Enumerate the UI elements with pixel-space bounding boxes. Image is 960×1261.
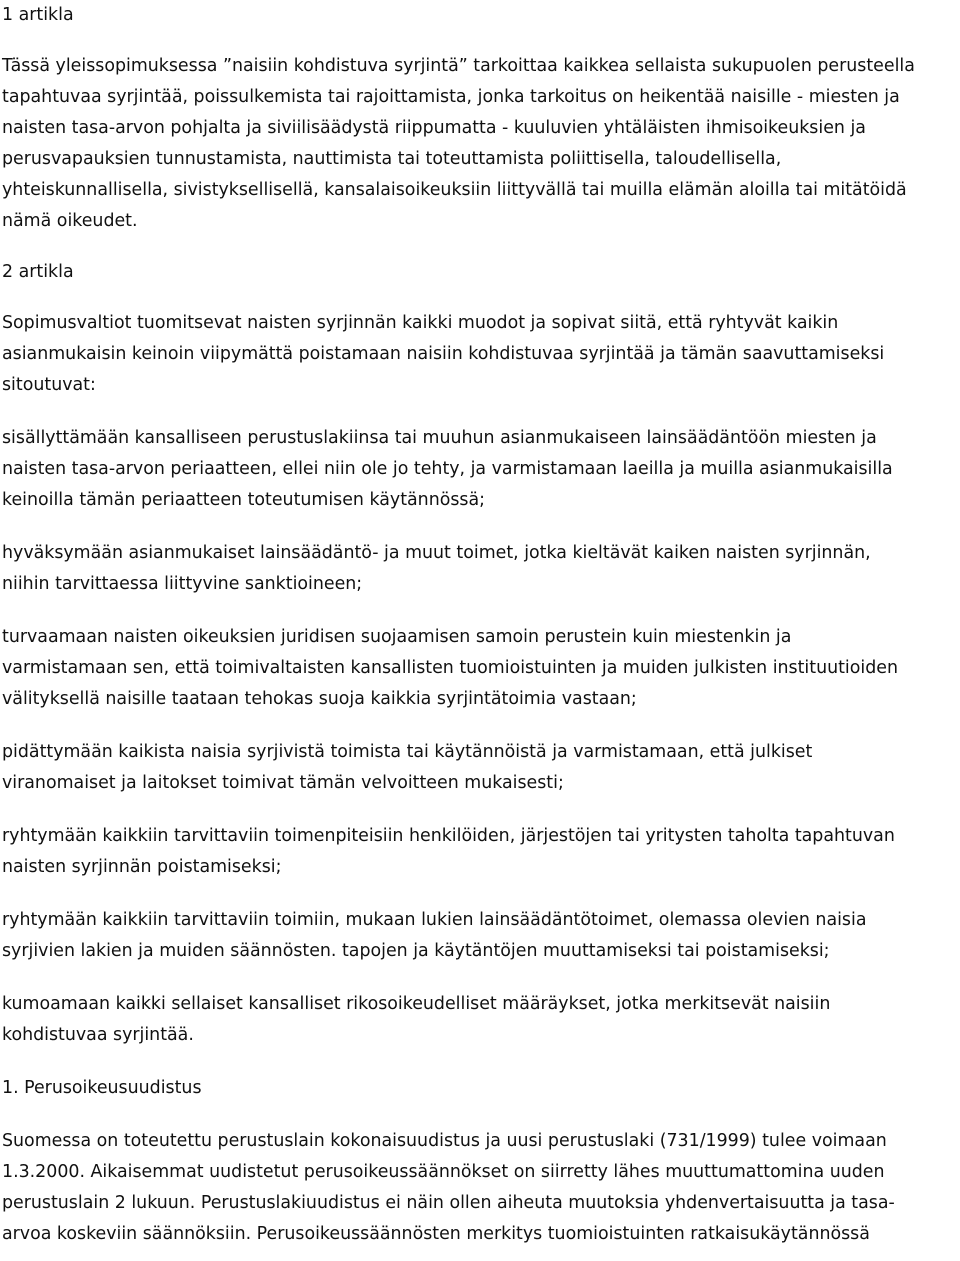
section-1-heading bbox=[2, 1073, 958, 1104]
paragraph-line: perusvapauksien tunnustamista, nauttimista tai toteuttamista poliittisella, taloudellisella, bbox=[2, 149, 782, 169]
paragraph-line: naisten syrjinnän poistamiseksi; bbox=[2, 857, 282, 877]
article-2-item bbox=[2, 622, 958, 715]
article-2-item bbox=[2, 821, 958, 883]
document-page bbox=[2, 0, 958, 1250]
article-1-paragraph bbox=[2, 51, 958, 237]
paragraph-line: hyväksymään asianmukaiset lainsäädäntö- ja muut toimet, jotka kieltävät kaiken naisten syrjinnän, bbox=[2, 543, 871, 563]
paragraph-line: arvoa koskeviin säännöksiin. Perusoikeussäännösten merkitys tuomioistuinten ratkaisukäytännössä bbox=[2, 1224, 870, 1244]
paragraph-line: nämä oikeudet. bbox=[2, 211, 138, 231]
paragraph-line: varmistamaan sen, että toimivaltaisten kansallisten tuomioistuinten ja muiden julkisten instituutioiden bbox=[2, 658, 898, 678]
article-2-item bbox=[2, 423, 958, 516]
paragraph-line: keinoilla tämän periaatteen toteutumisen käytännössä; bbox=[2, 490, 485, 510]
spacer bbox=[2, 516, 958, 538]
paragraph-line: syrjivien lakien ja muiden säännösten. tapojen ja käytäntöjen muuttamiseksi tai poistamiseksi; bbox=[2, 941, 830, 961]
spacer bbox=[2, 799, 958, 821]
spacer bbox=[2, 288, 958, 308]
paragraph-line: viranomaiset ja laitokset toimivat tämän velvoitteen mukaisesti; bbox=[2, 773, 564, 793]
spacer bbox=[2, 1104, 958, 1126]
heading-text: 1. Perusoikeusuudistus bbox=[2, 1078, 202, 1098]
paragraph-line: 1.3.2000. Aikaisemmat uudistetut perusoikeussäännökset on siirretty lähes muuttumattomina uuden bbox=[2, 1162, 885, 1182]
heading-text: 1 artikla bbox=[2, 5, 74, 25]
spacer bbox=[2, 237, 958, 257]
paragraph-line: kumoamaan kaikki sellaiset kansalliset rikosoikeudelliset määräykset, jotka merkitsevät naisiin bbox=[2, 994, 831, 1014]
spacer bbox=[2, 600, 958, 622]
spacer bbox=[2, 401, 958, 423]
article-2-item bbox=[2, 905, 958, 967]
article-2-heading bbox=[2, 257, 958, 288]
paragraph-line: välityksellä naisille taataan tehokas suoja kaikkia syrjintätoimia vastaan; bbox=[2, 689, 637, 709]
paragraph-line: naisten tasa-arvon pohjalta ja siviilisäädystä riippumatta - kuuluvien yhtäläisten ihmisoikeuksien ja bbox=[2, 118, 866, 138]
paragraph-line: asianmukaisin keinoin viipymättä poistamaan naisiin kohdistuvaa syrjintää ja tämän saavuttamiseksi bbox=[2, 344, 885, 364]
paragraph-line: ryhtymään kaikkiin tarvittaviin toimiin, mukaan lukien lainsäädäntötoimet, olemassa olevien naisia bbox=[2, 910, 867, 930]
article-2-item bbox=[2, 989, 958, 1051]
paragraph-line: pidättymään kaikista naisia syrjivistä toimista tai käytännöistä ja varmistamaan, että julkiset bbox=[2, 742, 813, 762]
paragraph-line: niihin tarvittaessa liittyvine sanktioineen; bbox=[2, 574, 363, 594]
paragraph-line: naisten tasa-arvon periaatteen, ellei niin ole jo tehty, ja varmistamaan laeilla ja muilla asianmukaisilla bbox=[2, 459, 893, 479]
article-2-item bbox=[2, 737, 958, 799]
paragraph-line: Suomessa on toteutettu perustuslain kokonaisuudistus ja uusi perustuslaki (731/1999) tulee voimaan bbox=[2, 1131, 887, 1151]
article-1-heading bbox=[2, 0, 958, 31]
paragraph-line: Sopimusvaltiot tuomitsevat naisten syrjinnän kaikki muodot ja sopivat siitä, että ryhtyvät kaikin bbox=[2, 313, 839, 333]
paragraph-line: ryhtymään kaikkiin tarvittaviin toimenpiteisiin henkilöiden, järjestöjen tai yritysten taholta tapahtuvan bbox=[2, 826, 895, 846]
paragraph-line: kohdistuvaa syrjintää. bbox=[2, 1025, 194, 1045]
spacer bbox=[2, 883, 958, 905]
paragraph-line: sitoutuvat: bbox=[2, 375, 96, 395]
paragraph-line: turvaamaan naisten oikeuksien juridisen suojaamisen samoin perustein kuin miestenkin ja bbox=[2, 627, 792, 647]
spacer bbox=[2, 1051, 958, 1073]
article-2-intro bbox=[2, 308, 958, 401]
paragraph-line: perustuslain 2 lukuun. Perustuslakiuudistus ei näin ollen aiheuta muutoksia yhdenvertaisuutta ja tasa- bbox=[2, 1193, 895, 1213]
paragraph-line: yhteiskunnallisella, sivistyksellisellä, kansalaisoikeuksiin liittyvällä tai muilla elämän aloilla tai mitätöidä bbox=[2, 180, 907, 200]
heading-text: 2 artikla bbox=[2, 262, 74, 282]
paragraph-line: Tässä yleissopimuksessa ”naisiin kohdistuva syrjintä” tarkoittaa kaikkea sellaista sukupuolen perusteella bbox=[2, 56, 915, 76]
spacer bbox=[2, 715, 958, 737]
spacer bbox=[2, 31, 958, 51]
section-1-paragraph bbox=[2, 1126, 958, 1250]
spacer bbox=[2, 967, 958, 989]
paragraph-line: sisällyttämään kansalliseen perustuslakiinsa tai muuhun asianmukaiseen lainsäädäntöön miesten ja bbox=[2, 428, 877, 448]
paragraph-line: tapahtuvaa syrjintää, poissulkemista tai rajoittamista, jonka tarkoitus on heikentää naisille - miesten ja bbox=[2, 87, 900, 107]
article-2-item bbox=[2, 538, 958, 600]
